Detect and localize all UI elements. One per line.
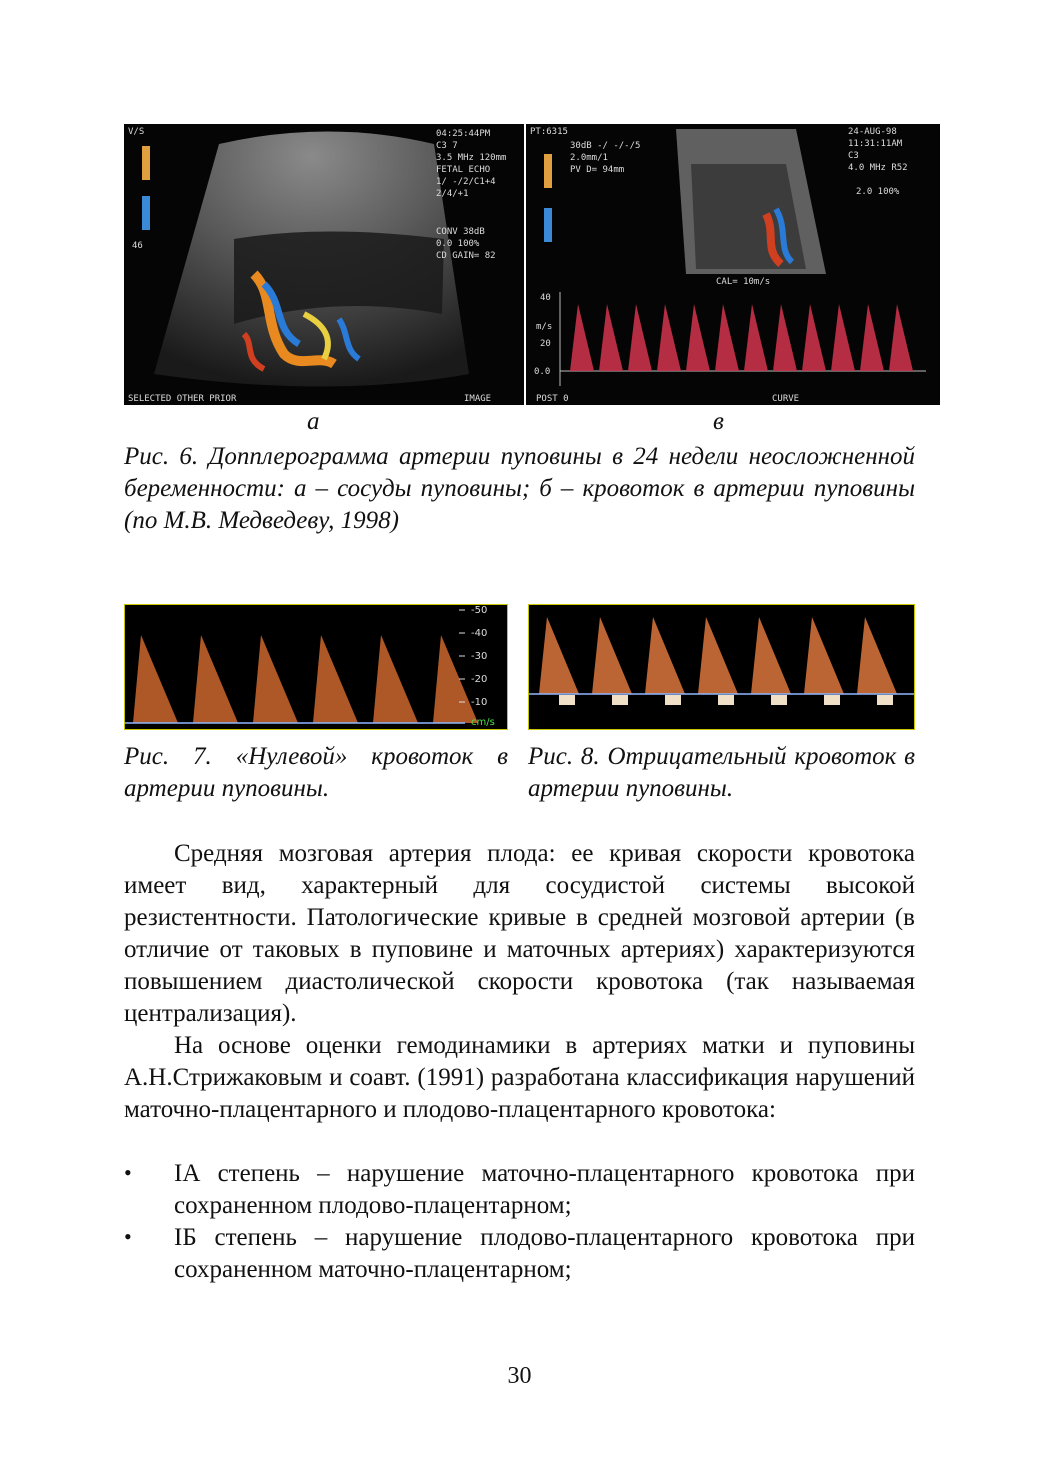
waveform-negative-dip: [824, 695, 840, 705]
panel-b-overlay-right-0: 24-AUG-98: [848, 127, 897, 137]
figure6-label-b: в: [713, 408, 724, 435]
panel-b-axis-top: 40: [540, 293, 551, 303]
bullet-marker-2: •: [124, 1224, 132, 1249]
panel-b-overlay-mid-2: PV D= 94mm: [570, 165, 625, 175]
panel-b-axis-unit: m/s: [536, 322, 553, 332]
panel-b-axis-mid: 20: [540, 339, 551, 349]
page-number: 30: [507, 1363, 532, 1389]
doppler-zero-flow-illustration: [125, 605, 507, 729]
doppler-negative-flow-illustration: [529, 605, 914, 729]
figure8-image: [528, 604, 915, 730]
ultrasound-doppler-illustration: [526, 124, 940, 405]
panel-a-overlay-2: 3.5 MHz 120mm: [436, 153, 507, 163]
panel-a-overlay-0: 04:25:44PM: [436, 129, 491, 139]
panel-a-overlay-mid-0: CONV 38dB: [436, 227, 485, 237]
figure7-caption: Рис. 7. «Нулевой» кровоток в артерии пуповины.: [124, 743, 508, 802]
panel-b-bottom-mid: CURVE: [772, 394, 800, 404]
svg-text:46: 46: [132, 241, 143, 251]
panel-b-bottom-left: POST 0: [536, 394, 569, 404]
fig7-unit: cm/s: [471, 717, 495, 728]
panel-b-axis-zero: 0.0: [534, 367, 551, 377]
panel-b-cal: CAL= 10m/s: [716, 277, 771, 287]
panel-b-overlay-right-2: C3: [848, 151, 859, 161]
panel-a-overlay-1: C3 7: [436, 141, 458, 151]
figure6-label-a: а: [307, 408, 320, 435]
panel-b-pt: PT:6315: [530, 127, 568, 137]
bullet-2: IБ степень – нарушение плодово-плацентарного кровотока при сохраненном маточно-плацентарном;: [174, 1224, 915, 1283]
panel-a-overlay-5: 2/4/+1: [436, 189, 469, 199]
panel-a-overlay-mid-2: CD GAIN= 82: [436, 251, 496, 261]
waveform-negative-dip: [559, 695, 575, 705]
panel-a-overlay-3: FETAL ECHO: [436, 165, 491, 175]
ultrasound-vessels-illustration: [124, 124, 524, 405]
fig7-tick-label: -10: [471, 697, 488, 708]
paragraph-1: Средняя мозговая артерия плода: ее кривая скорости кровотока имеет вид, характерный для сосудистой системы высокой резистентности. Патологические кривые в средней мозговой артерии (в отличие от таковых в пуповине и маточных артериях) характеризуются повышением диастолической скорости кровотока (так называемая централизация).: [124, 840, 915, 1027]
fig7-tick-label: -20: [471, 674, 488, 685]
bullet-1: IА степень – нарушение маточно-плацентарного кровотока при сохраненном плодово-плацентарном;: [174, 1160, 915, 1219]
figure6-caption: Рис. 6. Допплерограмма артерии пуповины в 24 недели неосложненной беременности: а – сосуды пуповины; б – кровоток в артерии пуповины (по М.В. Медведеву, 1998): [124, 443, 915, 534]
fig7-tick-label: -30: [471, 651, 488, 662]
bullet-marker-1: •: [124, 1160, 132, 1185]
panel-a-bottom-right: IMAGE: [464, 394, 492, 404]
figure7-image: [124, 604, 508, 730]
waveform-negative-dip: [771, 695, 787, 705]
waveform-negative-dip: [877, 695, 893, 705]
panel-a-overlay-4: 1/ -/2/C1+4: [436, 177, 496, 187]
panel-b-overlay-right-3: 4.0 MHz R52: [848, 163, 908, 173]
fig7-tick-label: -50: [471, 605, 488, 616]
panel-a-bottom-left: SELECTED OTHER PRIOR: [128, 394, 237, 404]
waveform-negative-dip: [665, 695, 681, 705]
figure8-caption: Рис. 8. Отрицательный кровоток в артерии пуповины.: [528, 743, 915, 802]
paragraph-2: На основе оценки гемодинамики в артериях матки и пуповины А.Н.Стрижаковым и соавт. (1991) разработана классификация нарушений маточно-плацентарного и плодово-плацентарного кровотока:: [124, 1032, 915, 1123]
figure6-image-a: [124, 124, 524, 405]
panel-b-overlay-mid-1: 2.0mm/1: [570, 153, 608, 163]
waveform-negative-dip: [612, 695, 628, 705]
panel-b-overlay-right-4: 2.0 100%: [856, 187, 900, 197]
panel-a-overlay-mid-1: 0.0 100%: [436, 239, 480, 249]
panel-b-overlay-right-1: 11:31:11AM: [848, 139, 903, 149]
svg-text:V/S: V/S: [128, 127, 145, 137]
fig7-tick-label: -40: [471, 628, 488, 639]
figure6-image-b: [526, 124, 940, 405]
waveform-negative-dip: [718, 695, 734, 705]
panel-b-overlay-mid-0: 30dB -/ -/-/5: [570, 141, 641, 151]
